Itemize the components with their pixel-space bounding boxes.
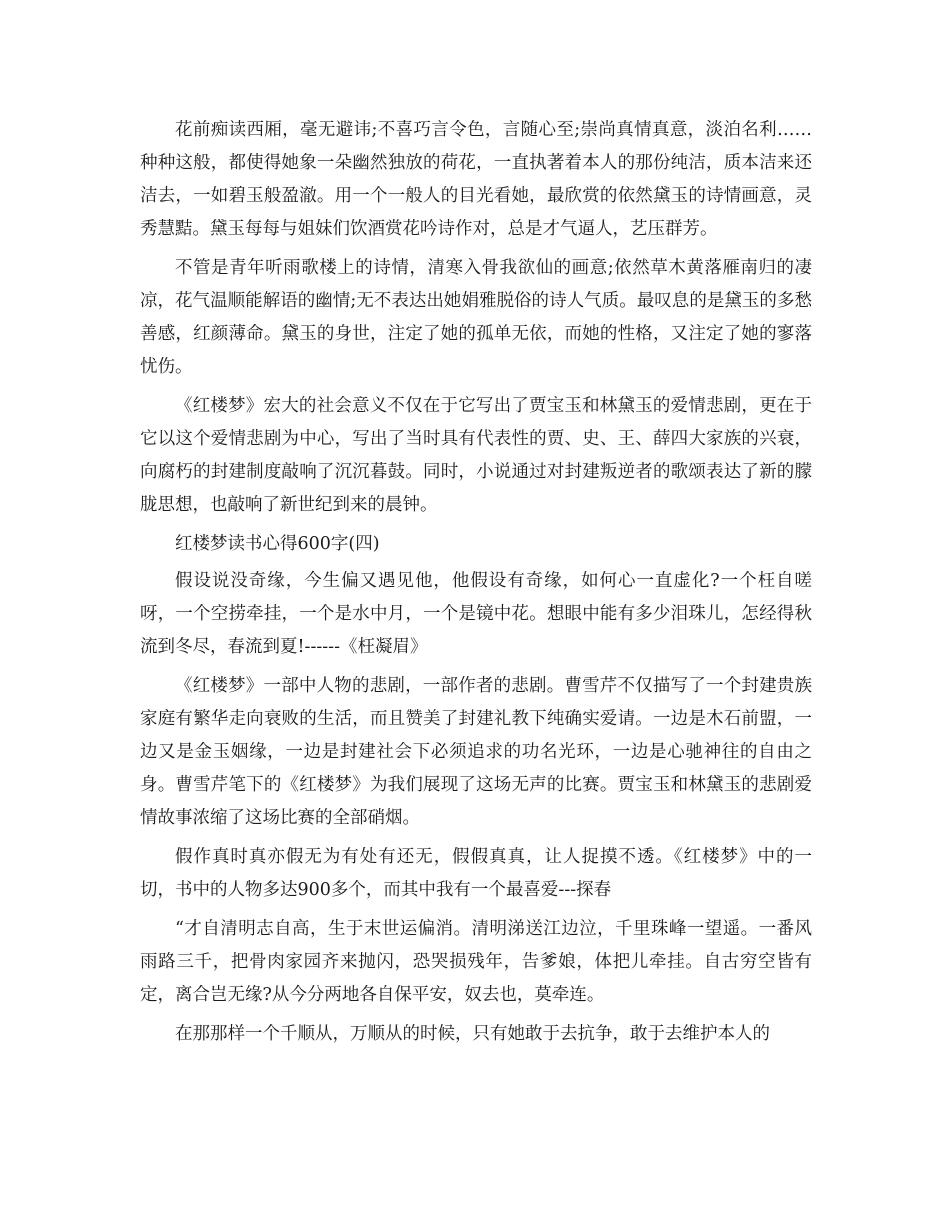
section-heading: 红楼梦读书心得600字(四) xyxy=(175,534,380,554)
paragraph-tanchun-poem: “才自清明志自高，生于末世运偏消。清明涕送江边泣，千里珠峰一望遥。一番风雨路三千，把骨肉家园齐来抛闪，恐哭损残年，告爹娘，体把儿牵挂。自古穷空皆有定，离合岂无缘?从今分两地各自保平安，奴去也，莫牵连。 xyxy=(140,919,812,1005)
paragraph-daiyu-poetic-nature: 花前痴读西厢，毫无避讳;不喜巧言令色，言随心至;崇尚真情真意，淡泊名利……种种这般，都使得她象一朵幽然独放的荷花，一直执著着本人的那份纯洁，质本洁来还洁去，一如碧玉般盈澈。用一个一般人的目光看她，最欣赏的依然黛玉的诗情画意，灵秀慧黠。黛玉每每与姐妹们饮酒赏花吟诗作对，总是才气逼人，艺压群芳。 xyxy=(140,120,812,239)
paragraph-tanchun-intro: 假作真时真亦假无为有处有还无，假假真真，让人捉摸不透。《红楼梦》中的一切，书中的人物多达900多个，而其中我有一个最喜爱---探春 xyxy=(140,847,812,900)
paragraph-daiyu-melancholy: 不管是青年听雨歌楼上的诗情，清寒入骨我欲仙的画意;依然草木黄落雁南归的凄凉，花气温顺能解语的幽情;无不表达出她娟雅脱俗的诗人气质。最叹息的是黛玉的多愁善感，红颜薄命。黛玉的身世，注定了她的孤单无依，而她的性格，又注定了她的寥落忧伤。 xyxy=(140,258,812,377)
paragraph-tragedy: 《红楼梦》一部中人物的悲剧，一部作者的悲剧。曹雪芹不仅描写了一个封建贵族家庭有繁华走向衰败的生活，而且赞美了封建礼教下纯确实爱请。一边是木石前盟，一边又是金玉姻缘，一边是封建社会下必须追求的功名光环，一边是心驰神往的自由之身。曹雪芹笔下的《红楼梦》为我们展现了这场无声的比赛。贾宝玉和林黛玉的悲剧爱情故事浓缩了这场比赛的全部硝烟。 xyxy=(140,676,812,828)
paragraph-tanchun-resistance: 在那那样一个千顺从，万顺从的时候，只有她敢于去抗争，敢于去维护本人的 xyxy=(175,1024,770,1044)
paragraph-social-significance: 《红楼梦》宏大的社会意义不仅在于它写出了贾宝玉和林黛玉的爱情悲剧，更在于它以这个爱情悲剧为中心，写出了当时具有代表性的贾、史、王、薛四大家族的兴衰，向腐朽的封建制度敲响了沉沉暮鼓。同时，小说通过对封建叛逆者的歌颂表达了新的朦胧思想，也敲响了新世纪到来的晨钟。 xyxy=(140,396,812,515)
paragraph-wangningmei: 假设说没奇缘，今生偏又遇见他，他假设有奇缘，如何心一直虚化?一个枉自嗟呀，一个空捞牵挂，一个是水中月，一个是镜中花。想眼中能有多少泪珠儿，怎经得秋流到冬尽，春流到夏!------《枉凝眉》 xyxy=(140,571,812,657)
document-body xyxy=(140,114,812,1057)
